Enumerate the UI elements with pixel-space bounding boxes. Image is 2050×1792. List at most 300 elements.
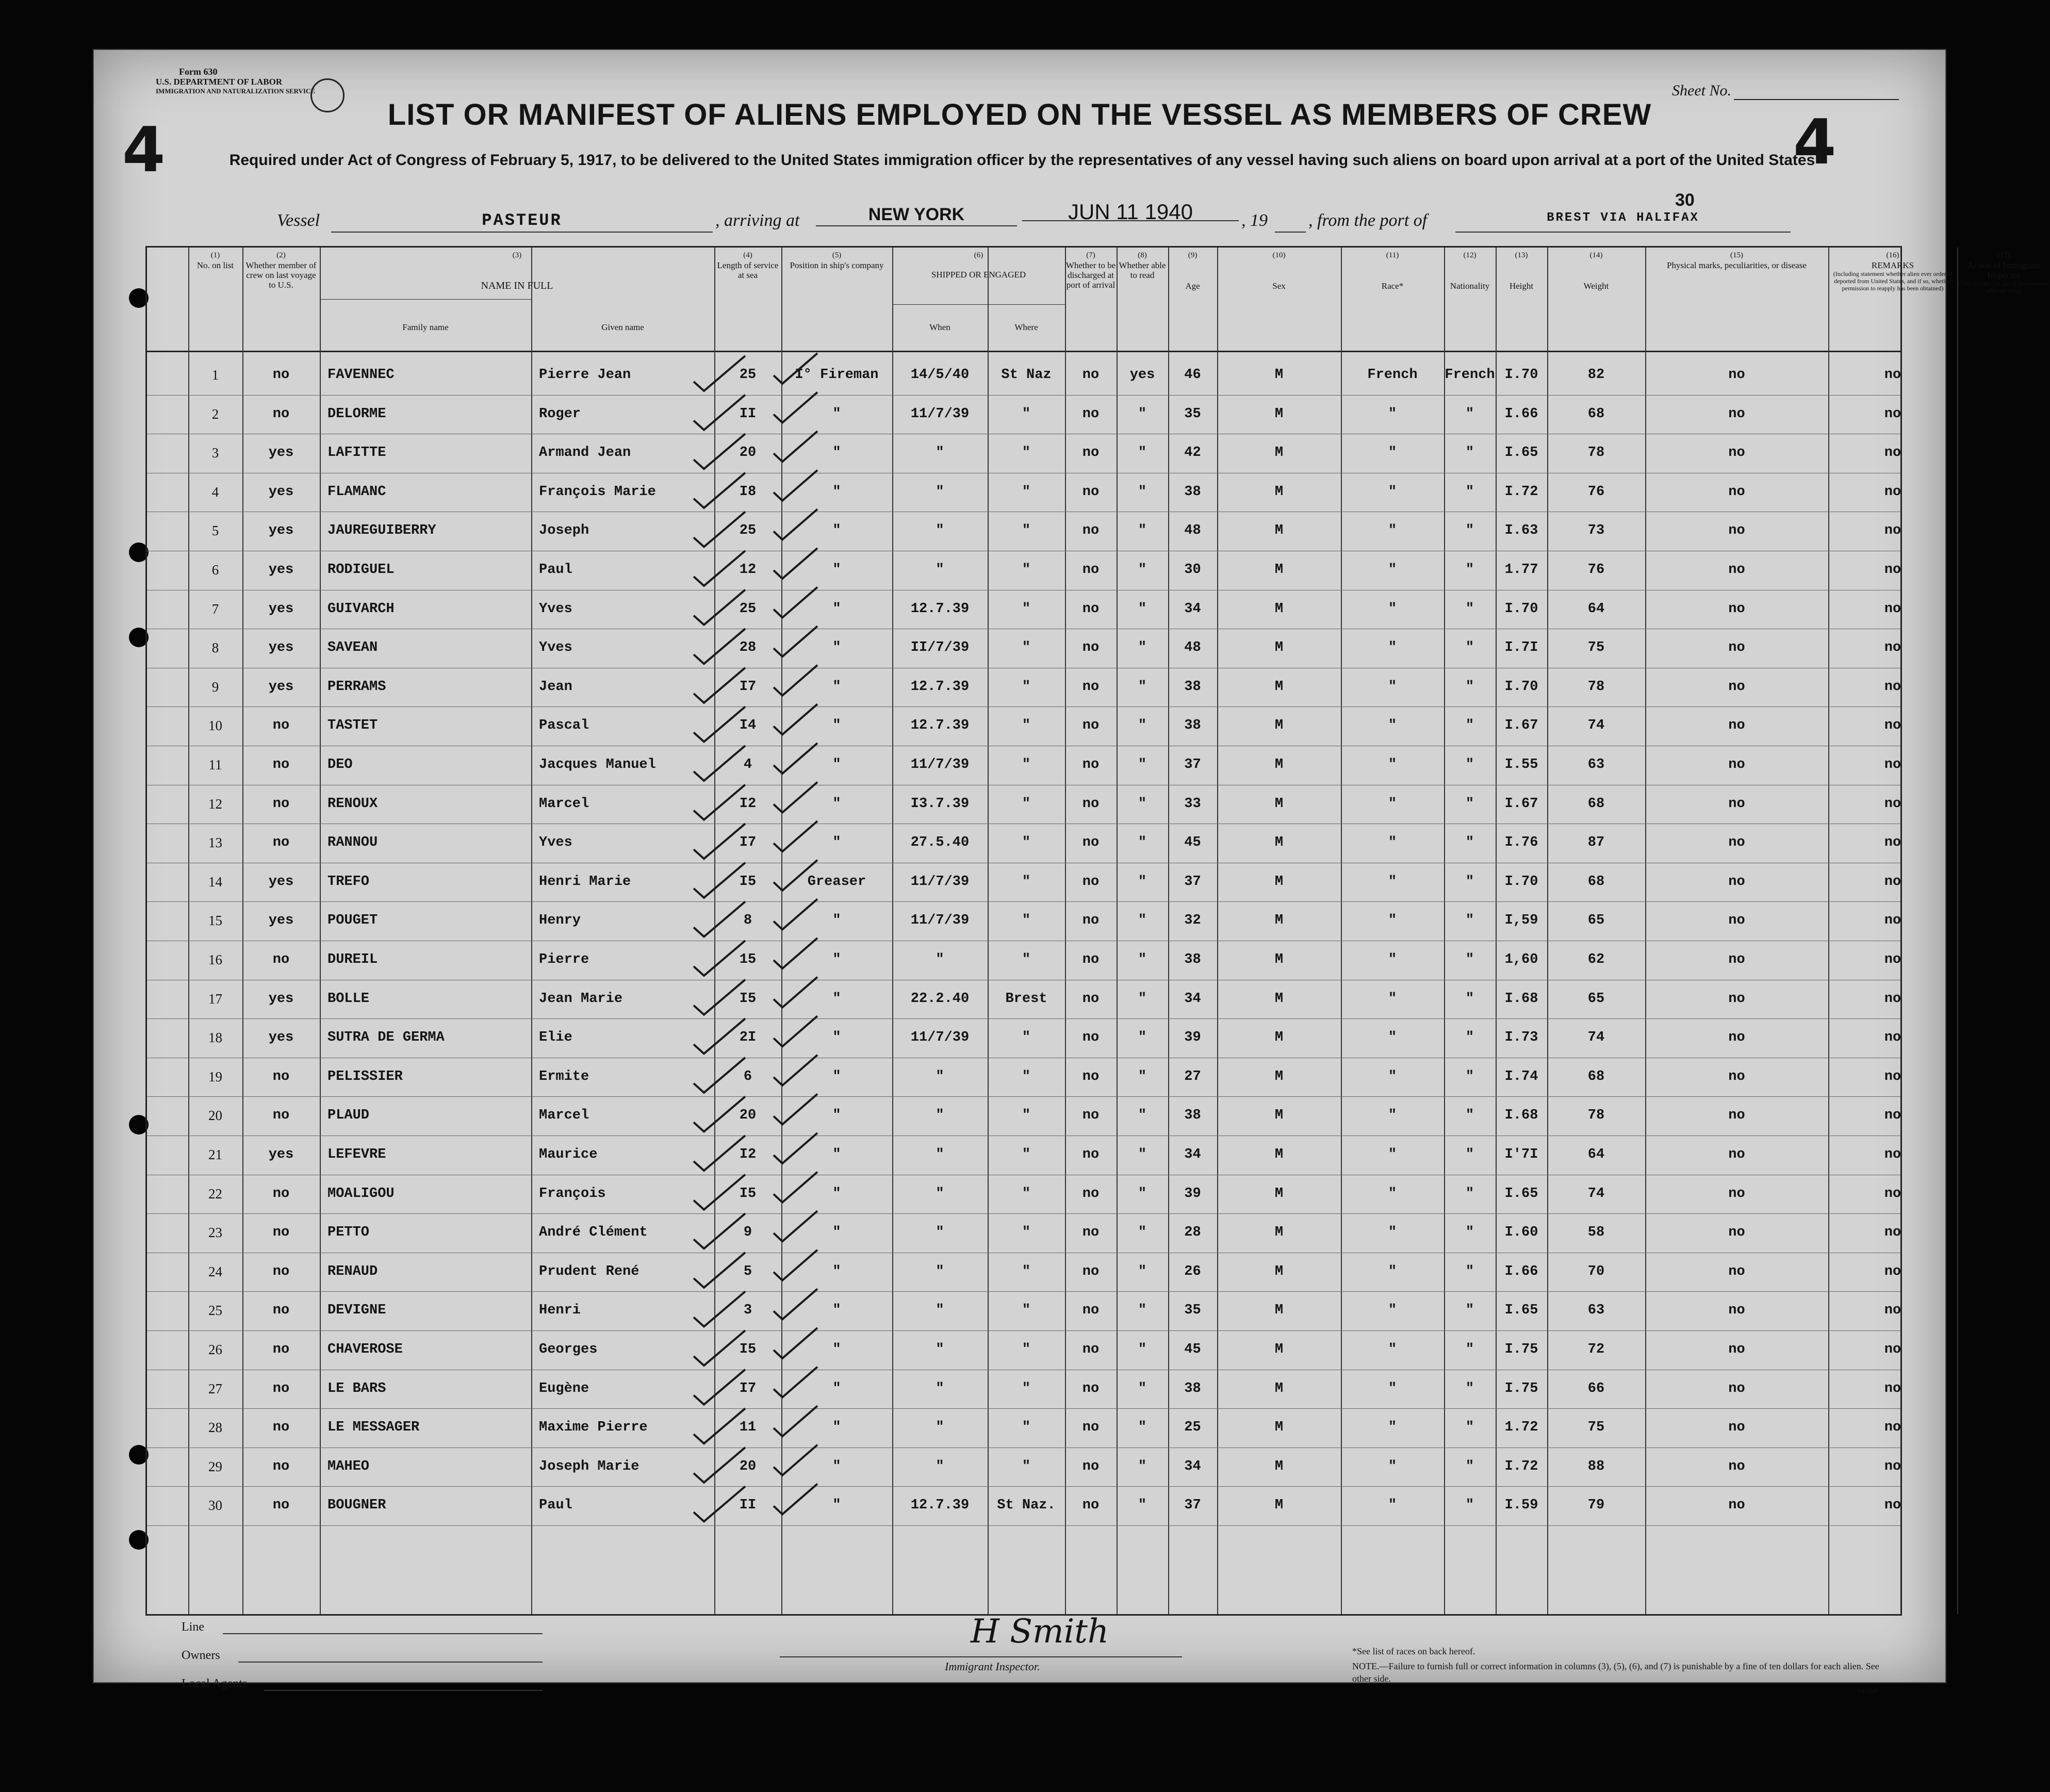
arrival-date-stamp: JUN 11 1940: [1022, 200, 1239, 221]
cell-last-voyage: yes: [268, 991, 294, 1007]
cell-weight: 62: [1587, 952, 1605, 967]
cell-shipped-where: ": [1022, 484, 1031, 500]
cell-last-voyage: no: [272, 1342, 290, 1357]
cell-service-length: I5: [739, 1342, 757, 1357]
cell-height: I.72: [1504, 484, 1538, 500]
cell-able-to-read: ": [1138, 1108, 1147, 1124]
cell-physical-marks: no: [1728, 1147, 1745, 1162]
cell-nationality: ": [1465, 1030, 1474, 1046]
cell-physical-marks: no: [1728, 406, 1745, 422]
col-header-shipped: (6) SHIPPED OR ENGAGED: [931, 251, 1026, 280]
cell-family-name: PERRAMS: [327, 679, 386, 695]
cell-weight: 63: [1587, 1303, 1605, 1319]
cell-given-name: Roger: [539, 406, 581, 422]
cell-discharged: no: [1082, 718, 1100, 734]
cell-age: 27: [1184, 1068, 1201, 1084]
cell-family-name: DEO: [327, 757, 353, 772]
cell-age: 48: [1184, 640, 1201, 656]
cell-last-voyage: no: [272, 367, 290, 383]
cell-service-length: 9: [743, 1225, 752, 1241]
cell-last-voyage: yes: [268, 445, 294, 461]
race-note: *See list of races on back hereof.: [1352, 1646, 1475, 1656]
cell-family-name: LE MESSAGER: [327, 1420, 420, 1436]
cell-race: ": [1388, 952, 1397, 967]
cell-able-to-read: ": [1138, 1342, 1147, 1357]
cell-sex: M: [1274, 1458, 1284, 1474]
cell-service-length: 2I: [739, 1030, 757, 1046]
cell-shipped-where: ": [1022, 1342, 1031, 1357]
cell-race: ": [1388, 796, 1397, 812]
cell-race: ": [1388, 757, 1397, 772]
cell-able-to-read: ": [1138, 1263, 1147, 1279]
arriving-label: , arriving at: [715, 211, 800, 230]
cell-weight: 76: [1587, 562, 1605, 578]
cell-age: 34: [1184, 1147, 1201, 1162]
signature-line: [780, 1656, 1182, 1657]
cell-last-voyage: no: [272, 406, 290, 422]
cell-physical-marks: no: [1728, 640, 1745, 656]
cell-able-to-read: ": [1138, 406, 1147, 422]
cell-height: I.68: [1504, 991, 1538, 1007]
cell-position: ": [832, 562, 841, 578]
cell-row-number: 14: [208, 874, 222, 890]
cell-sex: M: [1274, 1108, 1284, 1124]
cell-last-voyage: yes: [268, 1147, 294, 1162]
cell-nationality: ": [1465, 991, 1474, 1007]
cell-last-voyage: yes: [268, 601, 294, 617]
cell-height: I.66: [1504, 406, 1538, 422]
col-header-age: (9) Age: [1185, 251, 1200, 291]
cell-row-number: 27: [208, 1380, 222, 1396]
print-code: 14-1240: [1858, 1687, 1878, 1695]
cell-height: 1.72: [1504, 1420, 1538, 1436]
cell-shipped-where: ": [1022, 406, 1031, 422]
cell-height: I.74: [1504, 1068, 1538, 1084]
cell-position: ": [832, 952, 841, 967]
cell-shipped-when: 11/7/39: [910, 874, 970, 890]
cell-shipped-where: ": [1022, 757, 1031, 772]
cell-discharged: no: [1082, 1458, 1100, 1474]
cell-remarks: no: [1884, 874, 1901, 890]
cell-weight: 88: [1587, 1458, 1605, 1474]
cell-shipped-where: ": [1022, 640, 1031, 656]
cell-discharged: no: [1082, 1420, 1100, 1436]
cell-age: 37: [1184, 1498, 1201, 1514]
cell-height: I.73: [1504, 1030, 1538, 1046]
cell-sex: M: [1274, 484, 1284, 500]
cell-height: I.72: [1504, 1458, 1538, 1474]
cell-remarks: no: [1884, 757, 1901, 772]
cell-nationality: ": [1465, 1420, 1474, 1436]
cell-able-to-read: ": [1138, 484, 1147, 500]
cell-discharged: no: [1082, 952, 1100, 967]
line-field: [223, 1633, 543, 1634]
cell-race: ": [1388, 1186, 1397, 1202]
cell-shipped-where: ": [1022, 835, 1031, 851]
cell-shipped-when: 11/7/39: [910, 1030, 970, 1046]
penalty-note: NOTE.—Failure to furnish full or correct information in columns (3), (5), (6), and (7) is punishable by a fine of ten dollars for each alien. See other side.: [1352, 1661, 1879, 1684]
cell-position: I° Fireman: [795, 367, 879, 383]
cell-last-voyage: yes: [268, 640, 294, 656]
cell-remarks: no: [1884, 562, 1901, 578]
year-label: , 19: [1241, 211, 1268, 230]
cell-able-to-read: ": [1138, 718, 1147, 734]
cell-shipped-where: St Naz.: [997, 1498, 1056, 1514]
cell-shipped-where: ": [1022, 562, 1031, 578]
cell-position: ": [832, 523, 841, 539]
cell-nationality: ": [1465, 523, 1474, 539]
crew-count: 30: [1675, 190, 1695, 210]
cell-able-to-read: ": [1138, 796, 1147, 812]
cell-able-to-read: ": [1138, 991, 1147, 1007]
cell-row-number: 25: [208, 1303, 222, 1319]
cell-nationality: ": [1465, 913, 1474, 929]
cell-nationality: ": [1465, 1186, 1474, 1202]
cell-remarks: no: [1884, 1498, 1901, 1514]
cell-nationality: ": [1465, 1458, 1474, 1474]
cell-given-name: Henri Marie: [539, 874, 631, 890]
cell-given-name: Maxime Pierre: [539, 1420, 648, 1436]
cell-remarks: no: [1884, 796, 1901, 812]
from-port: BREST VIA HALIFAX: [1455, 211, 1791, 233]
cell-row-number: 3: [211, 445, 219, 461]
cell-service-length: I7: [739, 1380, 757, 1396]
owners-label: Owners: [182, 1649, 220, 1662]
cell-physical-marks: no: [1728, 718, 1745, 734]
cell-remarks: no: [1884, 523, 1901, 539]
cell-weight: 72: [1587, 1342, 1605, 1357]
cell-age: 45: [1184, 1342, 1201, 1357]
cell-height: I.66: [1504, 1263, 1538, 1279]
cell-nationality: ": [1465, 874, 1474, 890]
cell-row-number: 29: [208, 1458, 222, 1474]
cell-remarks: no: [1884, 1068, 1901, 1084]
cell-weight: 76: [1587, 484, 1605, 500]
cell-remarks: no: [1884, 484, 1901, 500]
cell-able-to-read: ": [1138, 1225, 1147, 1241]
cell-position: ": [832, 1186, 841, 1202]
cell-physical-marks: no: [1728, 1420, 1745, 1436]
cell-row-number: 30: [208, 1498, 222, 1514]
cell-last-voyage: no: [272, 1458, 290, 1474]
cell-shipped-when: I3.7.39: [910, 796, 970, 812]
cell-discharged: no: [1082, 445, 1100, 461]
cell-service-length: 25: [739, 601, 757, 617]
cell-service-length: I7: [739, 679, 757, 695]
cell-position: ": [832, 484, 841, 500]
cell-row-number: 18: [208, 1030, 222, 1046]
cell-service-length: 12: [739, 562, 757, 578]
cell-service-length: I5: [739, 874, 757, 890]
cell-nationality: ": [1465, 796, 1474, 812]
cell-sex: M: [1274, 991, 1284, 1007]
cell-nationality: ": [1465, 601, 1474, 617]
cell-given-name: Jean Marie: [539, 991, 623, 1007]
cell-sex: M: [1274, 679, 1284, 695]
cell-height: I.67: [1504, 718, 1538, 734]
cell-race: ": [1388, 874, 1397, 890]
cell-row-number: 17: [208, 991, 222, 1007]
vessel-name: PASTEUR: [331, 211, 713, 233]
cell-position: ": [832, 1068, 841, 1084]
cell-discharged: no: [1082, 679, 1100, 695]
cell-physical-marks: no: [1728, 1380, 1745, 1396]
cell-weight: 68: [1587, 796, 1605, 812]
cell-service-length: 20: [739, 1458, 757, 1474]
where-label: Where: [1014, 322, 1038, 332]
cell-discharged: no: [1082, 523, 1100, 539]
cell-able-to-read: ": [1138, 601, 1147, 617]
cell-weight: 78: [1587, 445, 1605, 461]
cell-weight: 75: [1587, 640, 1605, 656]
cell-nationality: ": [1465, 718, 1474, 734]
cell-service-length: 4: [743, 757, 752, 772]
cell-position: ": [832, 1147, 841, 1162]
cell-age: 28: [1184, 1225, 1201, 1241]
cell-race: ": [1388, 718, 1397, 734]
cell-family-name: BOLLE: [327, 991, 370, 1007]
cell-able-to-read: ": [1138, 1498, 1147, 1514]
col-header-race: (11) Race*: [1381, 251, 1404, 291]
cell-race: ": [1388, 1147, 1397, 1162]
cell-remarks: no: [1884, 640, 1901, 656]
cell-family-name: POUGET: [327, 913, 378, 929]
cell-age: 38: [1184, 718, 1201, 734]
cell-remarks: no: [1884, 1380, 1901, 1396]
cell-remarks: no: [1884, 1030, 1901, 1046]
cell-physical-marks: no: [1728, 367, 1745, 383]
cell-physical-marks: no: [1728, 1263, 1745, 1279]
cell-weight: 73: [1587, 523, 1605, 539]
cell-age: 26: [1184, 1263, 1201, 1279]
cell-last-voyage: no: [272, 1225, 290, 1241]
cell-age: 45: [1184, 835, 1201, 851]
cell-weight: 68: [1587, 874, 1605, 890]
cell-family-name: DUREIL: [327, 952, 378, 967]
cell-weight: 66: [1587, 1380, 1605, 1396]
inspector-signature: H Smith: [971, 1613, 1109, 1651]
cell-remarks: no: [1884, 601, 1901, 617]
year-field: [1275, 211, 1306, 233]
cell-discharged: no: [1082, 1030, 1100, 1046]
cell-row-number: 21: [208, 1147, 222, 1162]
cell-shipped-when: 12.7.39: [910, 601, 970, 617]
cell-row-number: 12: [208, 796, 222, 812]
cell-given-name: Prudent René: [539, 1263, 639, 1279]
cell-service-length: 5: [743, 1263, 752, 1279]
cell-last-voyage: yes: [268, 874, 294, 890]
cell-able-to-read: ": [1138, 640, 1147, 656]
cell-sex: M: [1274, 913, 1284, 929]
cell-family-name: SUTRA DE GERMA: [327, 1030, 445, 1046]
cell-able-to-read: ": [1138, 1186, 1147, 1202]
cell-given-name: Georges: [539, 1342, 598, 1357]
cell-height: I.70: [1504, 601, 1538, 617]
cell-family-name: PETTO: [327, 1225, 370, 1241]
cell-height: I.65: [1504, 1186, 1538, 1202]
cell-discharged: no: [1082, 484, 1100, 500]
cell-position: ": [832, 1303, 841, 1319]
col-header-height: (13) Height: [1509, 251, 1534, 291]
cell-height: I.75: [1504, 1380, 1538, 1396]
cell-shipped-when: ": [936, 1420, 944, 1436]
cell-able-to-read: ": [1138, 445, 1147, 461]
cell-family-name: TASTET: [327, 718, 378, 734]
cell-given-name: Pierre Jean: [539, 367, 631, 383]
cell-physical-marks: no: [1728, 1068, 1745, 1084]
cell-discharged: no: [1082, 757, 1100, 772]
local-agents-field: [264, 1690, 543, 1691]
cell-last-voyage: no: [272, 835, 290, 851]
cell-height: 1,60: [1504, 952, 1538, 967]
line-label: Line: [182, 1620, 204, 1634]
cell-shipped-where: ": [1022, 1303, 1031, 1319]
cell-sex: M: [1274, 718, 1284, 734]
form-number: Form 630: [179, 67, 218, 77]
cell-discharged: no: [1082, 874, 1100, 890]
cell-row-number: 16: [208, 952, 222, 967]
cell-shipped-when: 12.7.39: [910, 679, 970, 695]
cell-given-name: Jacques Manuel: [539, 757, 656, 772]
cell-height: I.60: [1504, 1225, 1538, 1241]
cell-weight: 82: [1587, 367, 1605, 383]
cell-nationality: ": [1465, 1303, 1474, 1319]
cell-remarks: no: [1884, 718, 1901, 734]
vessel-label: Vessel: [277, 211, 320, 230]
cell-discharged: no: [1082, 1186, 1100, 1202]
cell-sex: M: [1274, 562, 1284, 578]
cell-shipped-when: ": [936, 1108, 944, 1124]
cell-service-length: 28: [739, 640, 757, 656]
arriving-port: NEW YORK: [816, 205, 1017, 226]
cell-shipped-when: ": [936, 484, 944, 500]
cell-position: ": [832, 679, 841, 695]
cell-shipped-where: ": [1022, 1068, 1031, 1084]
cell-given-name: Yves: [539, 640, 572, 656]
cell-able-to-read: ": [1138, 1303, 1147, 1319]
cell-race: ": [1388, 1108, 1397, 1124]
cell-height: I.70: [1504, 874, 1538, 890]
cell-sex: M: [1274, 601, 1284, 617]
cell-family-name: SAVEAN: [327, 640, 378, 656]
cell-given-name: Elie: [539, 1030, 572, 1046]
cell-given-name: Paul: [539, 1498, 572, 1514]
cell-position: ": [832, 1225, 841, 1241]
cell-family-name: PELISSIER: [327, 1068, 403, 1084]
inspector-label: Immigrant Inspector.: [945, 1660, 1040, 1673]
cell-height: I.70: [1504, 679, 1538, 695]
cell-nationality: ": [1465, 1263, 1474, 1279]
cell-shipped-when: ": [936, 1303, 944, 1319]
cell-remarks: no: [1884, 952, 1901, 967]
cell-height: I.67: [1504, 796, 1538, 812]
col-header-physical-marks: (15) Physical marks, peculiarities, or disease: [1667, 251, 1807, 270]
cell-discharged: no: [1082, 1068, 1100, 1084]
cell-sex: M: [1274, 757, 1284, 772]
cell-row-number: 15: [208, 913, 222, 929]
cell-age: 32: [1184, 913, 1201, 929]
cell-physical-marks: no: [1728, 796, 1745, 812]
cell-race: ": [1388, 835, 1397, 851]
cell-shipped-where: ": [1022, 601, 1031, 617]
cell-sex: M: [1274, 874, 1284, 890]
cell-given-name: Jean: [539, 679, 572, 695]
when-label: When: [929, 322, 950, 332]
cell-family-name: GUIVARCH: [327, 601, 395, 617]
cell-height: I'7I: [1504, 1147, 1538, 1162]
cell-physical-marks: no: [1728, 1458, 1745, 1474]
cell-race: ": [1388, 640, 1397, 656]
cell-service-length: 6: [743, 1068, 752, 1084]
cell-given-name: Henry: [539, 913, 581, 929]
cell-service-length: 3: [743, 1303, 752, 1319]
cell-family-name: MOALIGOU: [327, 1186, 395, 1202]
cell-remarks: no: [1884, 445, 1901, 461]
cell-remarks: no: [1884, 1147, 1901, 1162]
cell-row-number: 5: [211, 523, 219, 539]
cell-nationality: ": [1465, 1498, 1474, 1514]
cell-nationality: ": [1465, 757, 1474, 772]
cell-position: ": [832, 913, 841, 929]
cell-nationality: ": [1465, 1147, 1474, 1162]
col-header-nationality: (12) Nationality: [1450, 251, 1490, 291]
cell-shipped-where: ": [1022, 1420, 1031, 1436]
col-header-last-voyage: (2) Whether member of crew on last voyage to U.S.: [245, 251, 317, 290]
cell-nationality: ": [1465, 1342, 1474, 1357]
cell-discharged: no: [1082, 913, 1100, 929]
cell-nationality: ": [1465, 679, 1474, 695]
cell-shipped-where: ": [1022, 679, 1031, 695]
cell-remarks: no: [1884, 367, 1901, 383]
cell-physical-marks: no: [1728, 484, 1745, 500]
cell-age: 46: [1184, 367, 1201, 383]
cell-position: ": [832, 991, 841, 1007]
cell-remarks: no: [1884, 1303, 1901, 1319]
cell-able-to-read: yes: [1129, 367, 1155, 383]
local-agents-label: Local Agents: [182, 1677, 248, 1690]
cell-position: ": [832, 445, 841, 461]
cell-last-voyage: no: [272, 718, 290, 734]
cell-discharged: no: [1082, 562, 1100, 578]
cell-race: ": [1388, 484, 1397, 500]
col-header-sex: (10) Sex: [1272, 251, 1286, 291]
cell-weight: 78: [1587, 679, 1605, 695]
cell-discharged: no: [1082, 1108, 1100, 1124]
cell-remarks: no: [1884, 406, 1901, 422]
cell-race: ": [1388, 523, 1397, 539]
cell-row-number: 19: [208, 1068, 222, 1084]
cell-age: 34: [1184, 1458, 1201, 1474]
cell-height: I.7I: [1504, 640, 1538, 656]
cell-weight: 70: [1587, 1263, 1605, 1279]
cell-sex: M: [1274, 1420, 1284, 1436]
handwritten-number-right: 4: [1793, 107, 1836, 178]
cell-shipped-where: ": [1022, 1458, 1031, 1474]
cell-age: 48: [1184, 523, 1201, 539]
cell-given-name: Pascal: [539, 718, 589, 734]
cell-given-name: Pierre: [539, 952, 589, 967]
cell-age: 30: [1184, 562, 1201, 578]
cell-given-name: François Marie: [539, 484, 656, 500]
cell-given-name: François: [539, 1186, 606, 1202]
cell-age: 33: [1184, 796, 1201, 812]
cell-race: ": [1388, 601, 1397, 617]
cell-race: ": [1388, 1303, 1397, 1319]
sheet-no-label: Sheet No.: [1672, 82, 1731, 99]
cell-race: ": [1388, 1380, 1397, 1396]
cell-sex: M: [1274, 1263, 1284, 1279]
cell-height: I.76: [1504, 835, 1538, 851]
